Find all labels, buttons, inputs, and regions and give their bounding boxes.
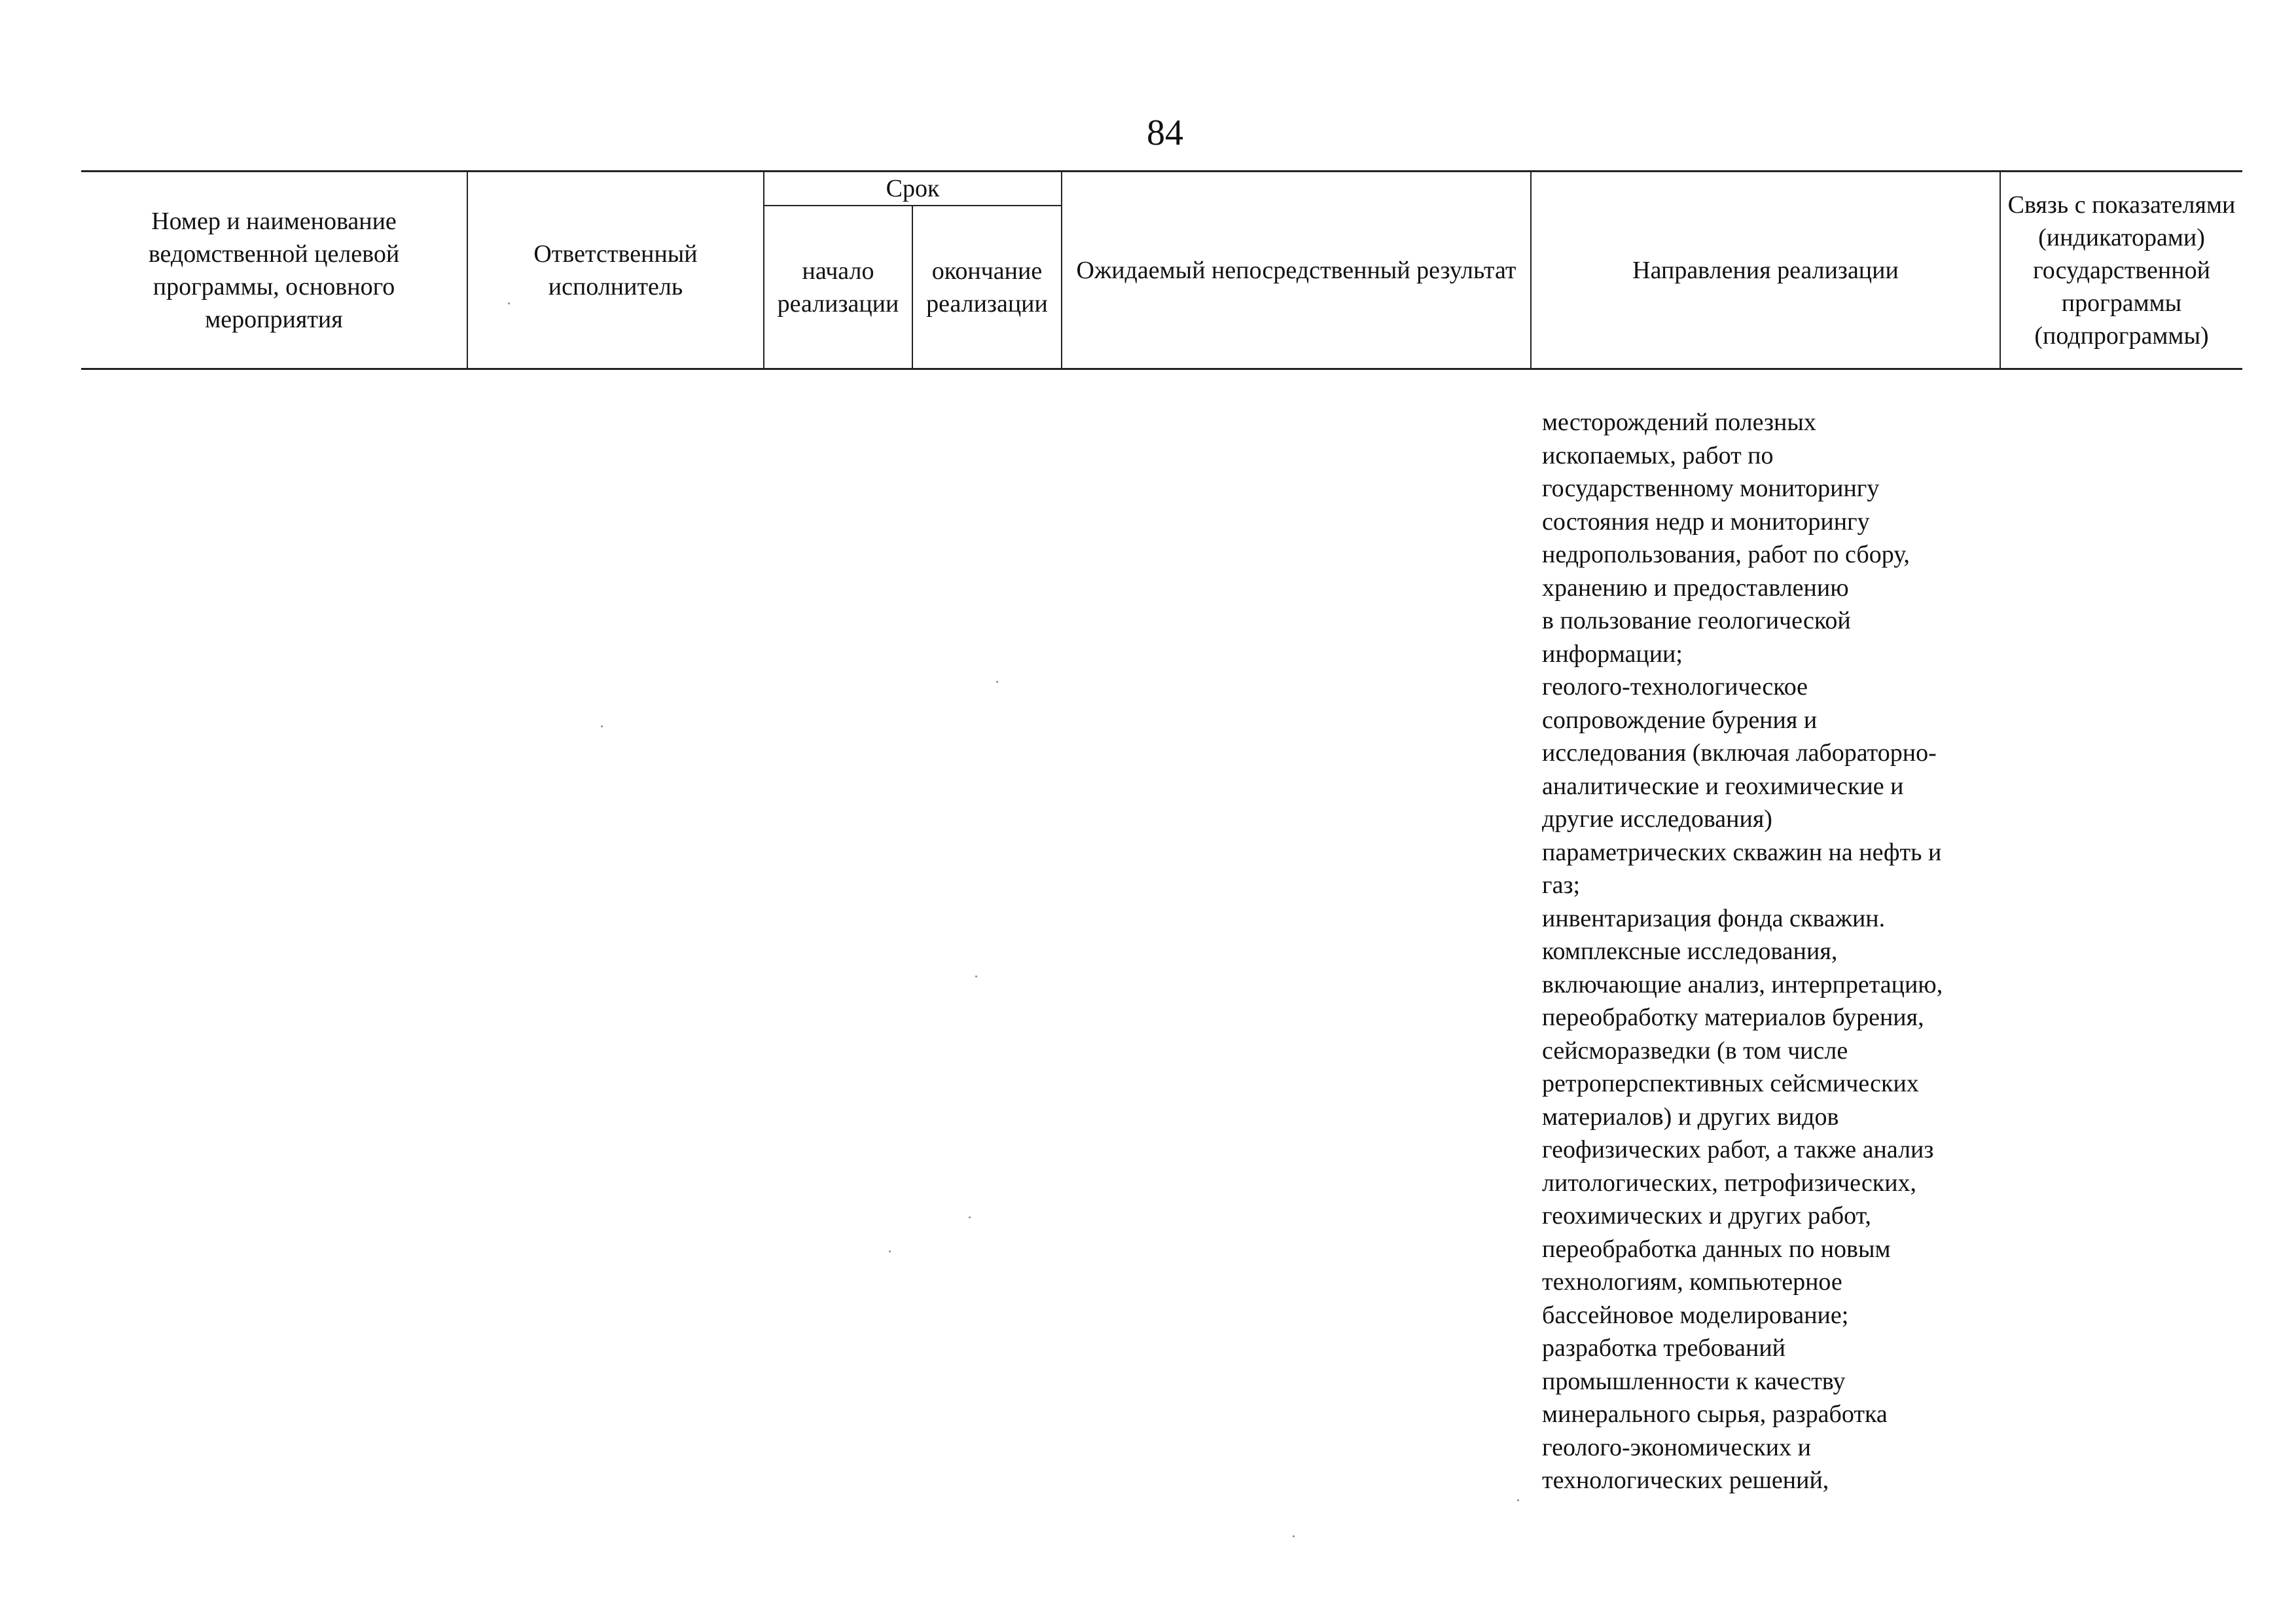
page-number: 84 bbox=[1147, 113, 1183, 153]
header-directions: Направления реализации bbox=[1531, 172, 2000, 369]
table-header bbox=[81, 170, 2242, 370]
header-program-name: Номер и наименование ведомственной целевой программы, основного мероприятия bbox=[81, 172, 467, 369]
header-end: окончание реализации bbox=[912, 206, 1062, 369]
header-indicator-link: Связь с показателями (индикаторами) государственной программы (подпрограммы) bbox=[2000, 172, 2242, 369]
directions-text: месторождений полезных ископаемых, работ по государственному мониторингу состояния недр и мониторингу недропользования, работ по сбору, хранению и предоставлению в пользование геологической информации; геолого-технологическое сопровождение бурения и исследования (включая лабораторно- аналитические и геохимические и другие исследования) параметрических скважин на нефть и газ; инвентаризация фонда скважин. комплексные исследования, включающие анализ, интерпретацию, переобработку материалов бурения, сейсморазведки (в том числе ретроперспективных сейсмических материалов) и других видов геофизических работ, а также анализ литологических, петрофизических, геохимических и других работ, переобработка данных по новым технологиям, компьютерное бассейновое моделирование; разработка требований промышленности к качеству минерального сырья, разработка геолого-экономических и технологических решений, bbox=[1542, 409, 1943, 1494]
header-executor: Ответственный исполнитель bbox=[467, 172, 764, 369]
header-expected-result: Ожидаемый непосредственный результат bbox=[1062, 172, 1531, 369]
header-term: Срок bbox=[764, 172, 1062, 206]
header-start: начало реализации bbox=[764, 206, 912, 369]
